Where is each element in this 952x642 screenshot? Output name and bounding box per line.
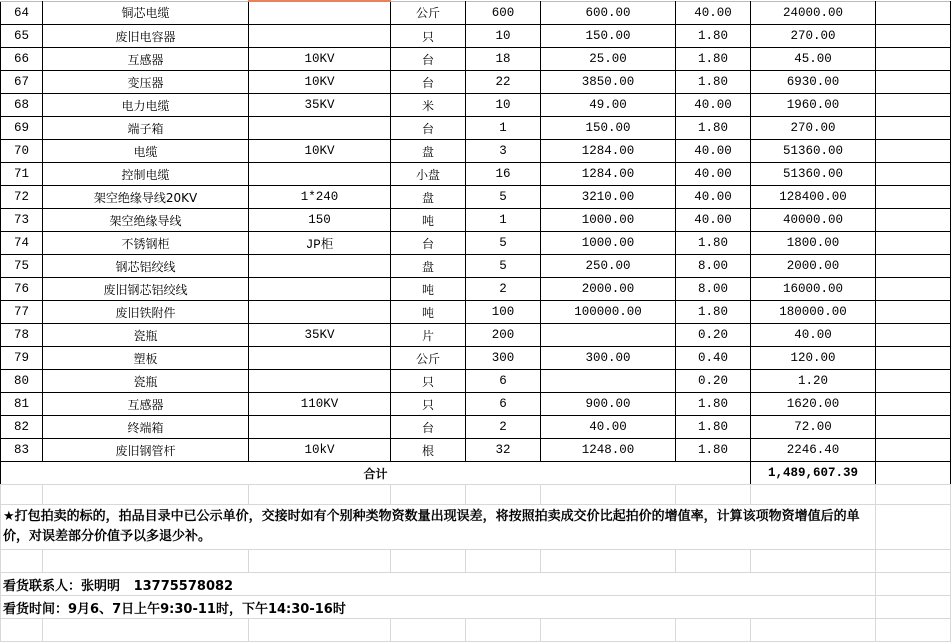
cell[interactable] [43, 619, 249, 642]
unit-cell[interactable]: 根 [391, 439, 466, 462]
cell[interactable] [466, 619, 541, 642]
cell[interactable] [676, 619, 751, 642]
cell[interactable] [676, 550, 751, 573]
quantity-cell[interactable]: 5 [466, 232, 541, 255]
amount-cell[interactable]: 1800.00 [751, 232, 876, 255]
rate-cell[interactable]: 40.00 [676, 94, 751, 117]
item-name-cell[interactable]: 电力电缆 [43, 94, 249, 117]
spec-cell[interactable]: 10kV [249, 439, 391, 462]
extra-cell[interactable] [876, 140, 951, 163]
table-row [1, 232, 951, 255]
table-row [1, 416, 951, 439]
row-number-cell[interactable]: 78 [1, 324, 43, 347]
item-name-cell[interactable]: 互感器 [43, 48, 249, 71]
extra-cell[interactable] [876, 117, 951, 140]
unit-price-cell[interactable]: 150.00 [541, 117, 676, 140]
unit-cell[interactable]: 只 [391, 393, 466, 416]
item-name-cell[interactable]: 铜芯电缆 [43, 1, 249, 25]
extra-cell[interactable] [876, 1, 951, 25]
unit-price-cell[interactable]: 1248.00 [541, 439, 676, 462]
total-amount[interactable]: 1,489,607.39 [751, 462, 876, 485]
row-number-cell[interactable]: 80 [1, 370, 43, 393]
table-row [1, 117, 951, 140]
item-name-cell[interactable]: 废旧电容器 [43, 25, 249, 48]
rate-cell[interactable]: 1.80 [676, 232, 751, 255]
unit-price-cell[interactable]: 1284.00 [541, 140, 676, 163]
row-number-cell[interactable]: 68 [1, 94, 43, 117]
extra-cell[interactable] [876, 232, 951, 255]
total-row [1, 462, 951, 485]
unit-cell[interactable]: 吨 [391, 209, 466, 232]
item-name-cell[interactable]: 不锈钢柜 [43, 232, 249, 255]
unit-price-cell[interactable]: 25.00 [541, 48, 676, 71]
table-row [1, 25, 951, 48]
item-name-cell[interactable]: 端子箱 [43, 117, 249, 140]
row-number-cell[interactable]: 64 [1, 1, 43, 25]
table-row [1, 94, 951, 117]
spec-cell[interactable]: 10KV [249, 140, 391, 163]
table-row [1, 278, 951, 301]
unit-price-cell[interactable]: 900.00 [541, 393, 676, 416]
spec-cell[interactable]: 10KV [249, 48, 391, 71]
table-row [1, 71, 951, 94]
item-name-cell[interactable]: 变压器 [43, 71, 249, 94]
quantity-cell[interactable]: 10 [466, 25, 541, 48]
extra-cell[interactable] [876, 163, 951, 186]
unit-cell[interactable]: 盘 [391, 140, 466, 163]
row-number-cell[interactable]: 76 [1, 278, 43, 301]
quantity-cell[interactable]: 10 [466, 94, 541, 117]
extra-cell[interactable] [876, 186, 951, 209]
spec-cell[interactable] [249, 1, 391, 25]
cell[interactable] [391, 619, 466, 642]
spec-cell[interactable] [249, 25, 391, 48]
unit-cell[interactable]: 盘 [391, 186, 466, 209]
quantity-cell[interactable]: 18 [466, 48, 541, 71]
rate-cell[interactable]: 1.80 [676, 71, 751, 94]
rate-cell[interactable]: 0.20 [676, 370, 751, 393]
auction-note[interactable]: ★打包拍卖的标的，拍品目录中已公示单价，交接时如有个别种类物资数量出现误差，将按照拍卖成交价比起拍价的增值率，计算该项物资增值后的单价，对误差部分价值予以多退少补。 [1, 505, 876, 550]
cell[interactable] [1, 485, 43, 505]
extra-cell[interactable] [876, 71, 951, 94]
amount-cell[interactable]: 128400.00 [751, 186, 876, 209]
rate-cell[interactable]: 40.00 [676, 1, 751, 25]
amount-cell[interactable]: 270.00 [751, 25, 876, 48]
unit-price-cell[interactable]: 3210.00 [541, 186, 676, 209]
cell[interactable] [391, 485, 466, 505]
quantity-cell[interactable]: 3 [466, 140, 541, 163]
table-row [1, 301, 951, 324]
unit-price-cell[interactable]: 600.00 [541, 1, 676, 25]
item-name-cell[interactable]: 瓷瓶 [43, 370, 249, 393]
item-name-cell[interactable]: 废旧铁附件 [43, 301, 249, 324]
cell[interactable] [876, 505, 951, 550]
table-row [1, 255, 951, 278]
extra-cell[interactable] [876, 25, 951, 48]
unit-cell[interactable]: 台 [391, 232, 466, 255]
unit-cell[interactable]: 台 [391, 416, 466, 439]
rate-cell[interactable]: 1.80 [676, 117, 751, 140]
unit-price-cell[interactable]: 100000.00 [541, 301, 676, 324]
cell[interactable] [43, 550, 249, 573]
cell[interactable] [541, 619, 676, 642]
unit-cell[interactable]: 片 [391, 324, 466, 347]
item-name-cell[interactable]: 控制电缆 [43, 163, 249, 186]
extra-cell[interactable] [876, 416, 951, 439]
row-number-cell[interactable]: 82 [1, 416, 43, 439]
cell[interactable] [876, 550, 951, 573]
rate-cell[interactable]: 8.00 [676, 278, 751, 301]
quantity-cell[interactable]: 5 [466, 186, 541, 209]
amount-cell[interactable]: 40.00 [751, 324, 876, 347]
unit-cell[interactable]: 公斤 [391, 347, 466, 370]
item-name-cell[interactable]: 互感器 [43, 393, 249, 416]
amount-cell[interactable]: 72.00 [751, 416, 876, 439]
unit-price-cell[interactable]: 1284.00 [541, 163, 676, 186]
extra-cell[interactable] [876, 439, 951, 462]
unit-price-cell[interactable]: 1000.00 [541, 209, 676, 232]
extra-cell[interactable] [876, 393, 951, 416]
amount-cell[interactable]: 2246.40 [751, 439, 876, 462]
extra-cell[interactable] [876, 347, 951, 370]
table-row [1, 439, 951, 462]
item-name-cell[interactable]: 架空绝缘导线 [43, 209, 249, 232]
item-name-cell[interactable]: 终端箱 [43, 416, 249, 439]
unit-cell[interactable]: 吨 [391, 301, 466, 324]
table-row [1, 186, 951, 209]
unit-price-cell[interactable]: 150.00 [541, 25, 676, 48]
extra-cell[interactable] [876, 255, 951, 278]
amount-cell[interactable]: 51360.00 [751, 163, 876, 186]
extra-cell[interactable] [876, 209, 951, 232]
amount-cell[interactable]: 24000.00 [751, 1, 876, 25]
item-name-cell[interactable]: 废旧钢管杆 [43, 439, 249, 462]
unit-price-cell[interactable] [541, 324, 676, 347]
unit-cell[interactable]: 台 [391, 48, 466, 71]
rate-cell[interactable]: 8.00 [676, 255, 751, 278]
cell[interactable] [1, 550, 43, 573]
cell[interactable] [466, 485, 541, 505]
cell[interactable] [43, 485, 249, 505]
table-row [1, 209, 951, 232]
unit-cell[interactable]: 小盘 [391, 163, 466, 186]
row-number-cell[interactable]: 67 [1, 71, 43, 94]
rate-cell[interactable]: 40.00 [676, 209, 751, 232]
rate-cell[interactable]: 1.80 [676, 416, 751, 439]
table-row [1, 140, 951, 163]
quantity-cell[interactable]: 6 [466, 370, 541, 393]
quantity-cell[interactable]: 16 [466, 163, 541, 186]
table-row [1, 393, 951, 416]
amount-cell[interactable]: 51360.00 [751, 140, 876, 163]
item-name-cell[interactable]: 钢芯铝绞线 [43, 255, 249, 278]
table-row [1, 347, 951, 370]
spec-cell[interactable] [249, 347, 391, 370]
unit-price-cell[interactable]: 49.00 [541, 94, 676, 117]
spec-cell[interactable]: JP柜 [249, 232, 391, 255]
item-name-cell[interactable]: 瓷瓶 [43, 324, 249, 347]
amount-cell[interactable]: 2000.00 [751, 255, 876, 278]
unit-price-cell[interactable]: 2000.00 [541, 278, 676, 301]
cell[interactable] [541, 550, 676, 573]
quantity-cell[interactable]: 200 [466, 324, 541, 347]
spec-cell[interactable]: 35KV [249, 324, 391, 347]
unit-price-cell[interactable] [541, 370, 676, 393]
table-row [1, 48, 951, 71]
unit-cell[interactable]: 吨 [391, 278, 466, 301]
amount-cell[interactable]: 120.00 [751, 347, 876, 370]
row-number-cell[interactable]: 65 [1, 25, 43, 48]
unit-price-cell[interactable]: 40.00 [541, 416, 676, 439]
quantity-cell[interactable]: 2 [466, 416, 541, 439]
item-name-cell[interactable]: 架空绝缘导线20KV [43, 186, 249, 209]
table-row [1, 163, 951, 186]
row-number-cell[interactable]: 71 [1, 163, 43, 186]
unit-price-cell[interactable]: 250.00 [541, 255, 676, 278]
rate-cell[interactable]: 0.40 [676, 347, 751, 370]
spec-cell[interactable] [249, 370, 391, 393]
extra-cell[interactable] [876, 301, 951, 324]
amount-cell[interactable]: 16000.00 [751, 278, 876, 301]
row-number-cell[interactable]: 81 [1, 393, 43, 416]
unit-cell[interactable]: 台 [391, 71, 466, 94]
amount-cell[interactable]: 6930.00 [751, 71, 876, 94]
row-number-cell[interactable]: 74 [1, 232, 43, 255]
cell[interactable] [541, 485, 676, 505]
unit-cell[interactable]: 盘 [391, 255, 466, 278]
extra-cell[interactable] [876, 278, 951, 301]
amount-cell[interactable]: 1960.00 [751, 94, 876, 117]
unit-cell[interactable]: 公斤 [391, 1, 466, 25]
rate-cell[interactable]: 40.00 [676, 140, 751, 163]
quantity-cell[interactable]: 1 [466, 117, 541, 140]
unit-cell[interactable]: 米 [391, 94, 466, 117]
table-row [1, 370, 951, 393]
spec-cell[interactable] [249, 117, 391, 140]
row-number-cell[interactable]: 79 [1, 347, 43, 370]
table-row [1, 1, 951, 25]
spec-cell[interactable]: 150 [249, 209, 391, 232]
amount-cell[interactable]: 180000.00 [751, 301, 876, 324]
notes-area [0, 484, 951, 642]
row-number-cell[interactable]: 72 [1, 186, 43, 209]
rate-cell[interactable]: 1.80 [676, 301, 751, 324]
unit-cell[interactable]: 只 [391, 370, 466, 393]
unit-price-cell[interactable]: 3850.00 [541, 71, 676, 94]
cell[interactable] [249, 485, 391, 505]
cell[interactable] [876, 596, 951, 619]
cell[interactable] [391, 550, 466, 573]
rate-cell[interactable]: 40.00 [676, 186, 751, 209]
unit-cell[interactable]: 只 [391, 25, 466, 48]
row-number-cell[interactable]: 83 [1, 439, 43, 462]
unit-price-cell[interactable]: 300.00 [541, 347, 676, 370]
spec-cell[interactable] [249, 301, 391, 324]
quantity-cell[interactable]: 2 [466, 278, 541, 301]
quantity-cell[interactable]: 1 [466, 209, 541, 232]
item-name-cell[interactable]: 塑板 [43, 347, 249, 370]
cell[interactable] [876, 485, 951, 505]
cell[interactable] [876, 619, 951, 642]
rate-cell[interactable]: 1.80 [676, 25, 751, 48]
amount-cell[interactable]: 45.00 [751, 48, 876, 71]
contact-info[interactable]: 看货联系人：张明明 13775578082 [1, 573, 876, 596]
amount-cell[interactable]: 40000.00 [751, 209, 876, 232]
quantity-cell[interactable]: 22 [466, 71, 541, 94]
cell[interactable] [751, 619, 876, 642]
cell[interactable] [751, 550, 876, 573]
cell[interactable] [751, 485, 876, 505]
row-number-cell[interactable]: 73 [1, 209, 43, 232]
spec-cell[interactable]: 35KV [249, 94, 391, 117]
spec-cell[interactable]: 110KV [249, 393, 391, 416]
item-name-cell[interactable]: 废旧钢芯铝绞线 [43, 278, 249, 301]
table-row [1, 324, 951, 347]
cell[interactable] [249, 619, 391, 642]
quantity-cell[interactable]: 32 [466, 439, 541, 462]
rate-cell[interactable]: 0.20 [676, 324, 751, 347]
unit-price-cell[interactable]: 1000.00 [541, 232, 676, 255]
quantity-cell[interactable]: 100 [466, 301, 541, 324]
spec-cell[interactable]: 10KV [249, 71, 391, 94]
quantity-cell[interactable]: 5 [466, 255, 541, 278]
amount-cell[interactable]: 270.00 [751, 117, 876, 140]
amount-cell[interactable]: 1620.00 [751, 393, 876, 416]
extra-cell[interactable] [876, 48, 951, 71]
row-number-cell[interactable]: 69 [1, 117, 43, 140]
extra-cell[interactable] [876, 462, 951, 485]
row-number-cell[interactable]: 75 [1, 255, 43, 278]
rate-cell[interactable]: 40.00 [676, 163, 751, 186]
quantity-cell[interactable]: 6 [466, 393, 541, 416]
total-label[interactable]: 合计 [1, 462, 751, 485]
cell[interactable] [466, 550, 541, 573]
row-number-cell[interactable]: 66 [1, 48, 43, 71]
item-name-cell[interactable]: 电缆 [43, 140, 249, 163]
extra-cell[interactable] [876, 94, 951, 117]
row-number-cell[interactable]: 77 [1, 301, 43, 324]
spec-cell[interactable] [249, 163, 391, 186]
quantity-cell[interactable]: 300 [466, 347, 541, 370]
spec-cell[interactable]: 1*240 [249, 186, 391, 209]
amount-cell[interactable]: 1.20 [751, 370, 876, 393]
cell[interactable] [876, 573, 951, 596]
spec-cell[interactable] [249, 416, 391, 439]
extra-cell[interactable] [876, 370, 951, 393]
row-number-cell[interactable]: 70 [1, 140, 43, 163]
viewing-time[interactable]: 看货时间：9月6、7日上午9:30-11时，下午14:30-16时 [1, 596, 876, 619]
extra-cell[interactable] [876, 324, 951, 347]
quantity-cell[interactable]: 600 [466, 1, 541, 25]
cell[interactable] [249, 550, 391, 573]
rate-cell[interactable]: 1.80 [676, 393, 751, 416]
rate-cell[interactable]: 1.80 [676, 439, 751, 462]
spec-cell[interactable] [249, 278, 391, 301]
rate-cell[interactable]: 1.80 [676, 48, 751, 71]
unit-cell[interactable]: 台 [391, 117, 466, 140]
spec-cell[interactable] [249, 255, 391, 278]
cell[interactable] [1, 619, 43, 642]
cell[interactable] [676, 485, 751, 505]
